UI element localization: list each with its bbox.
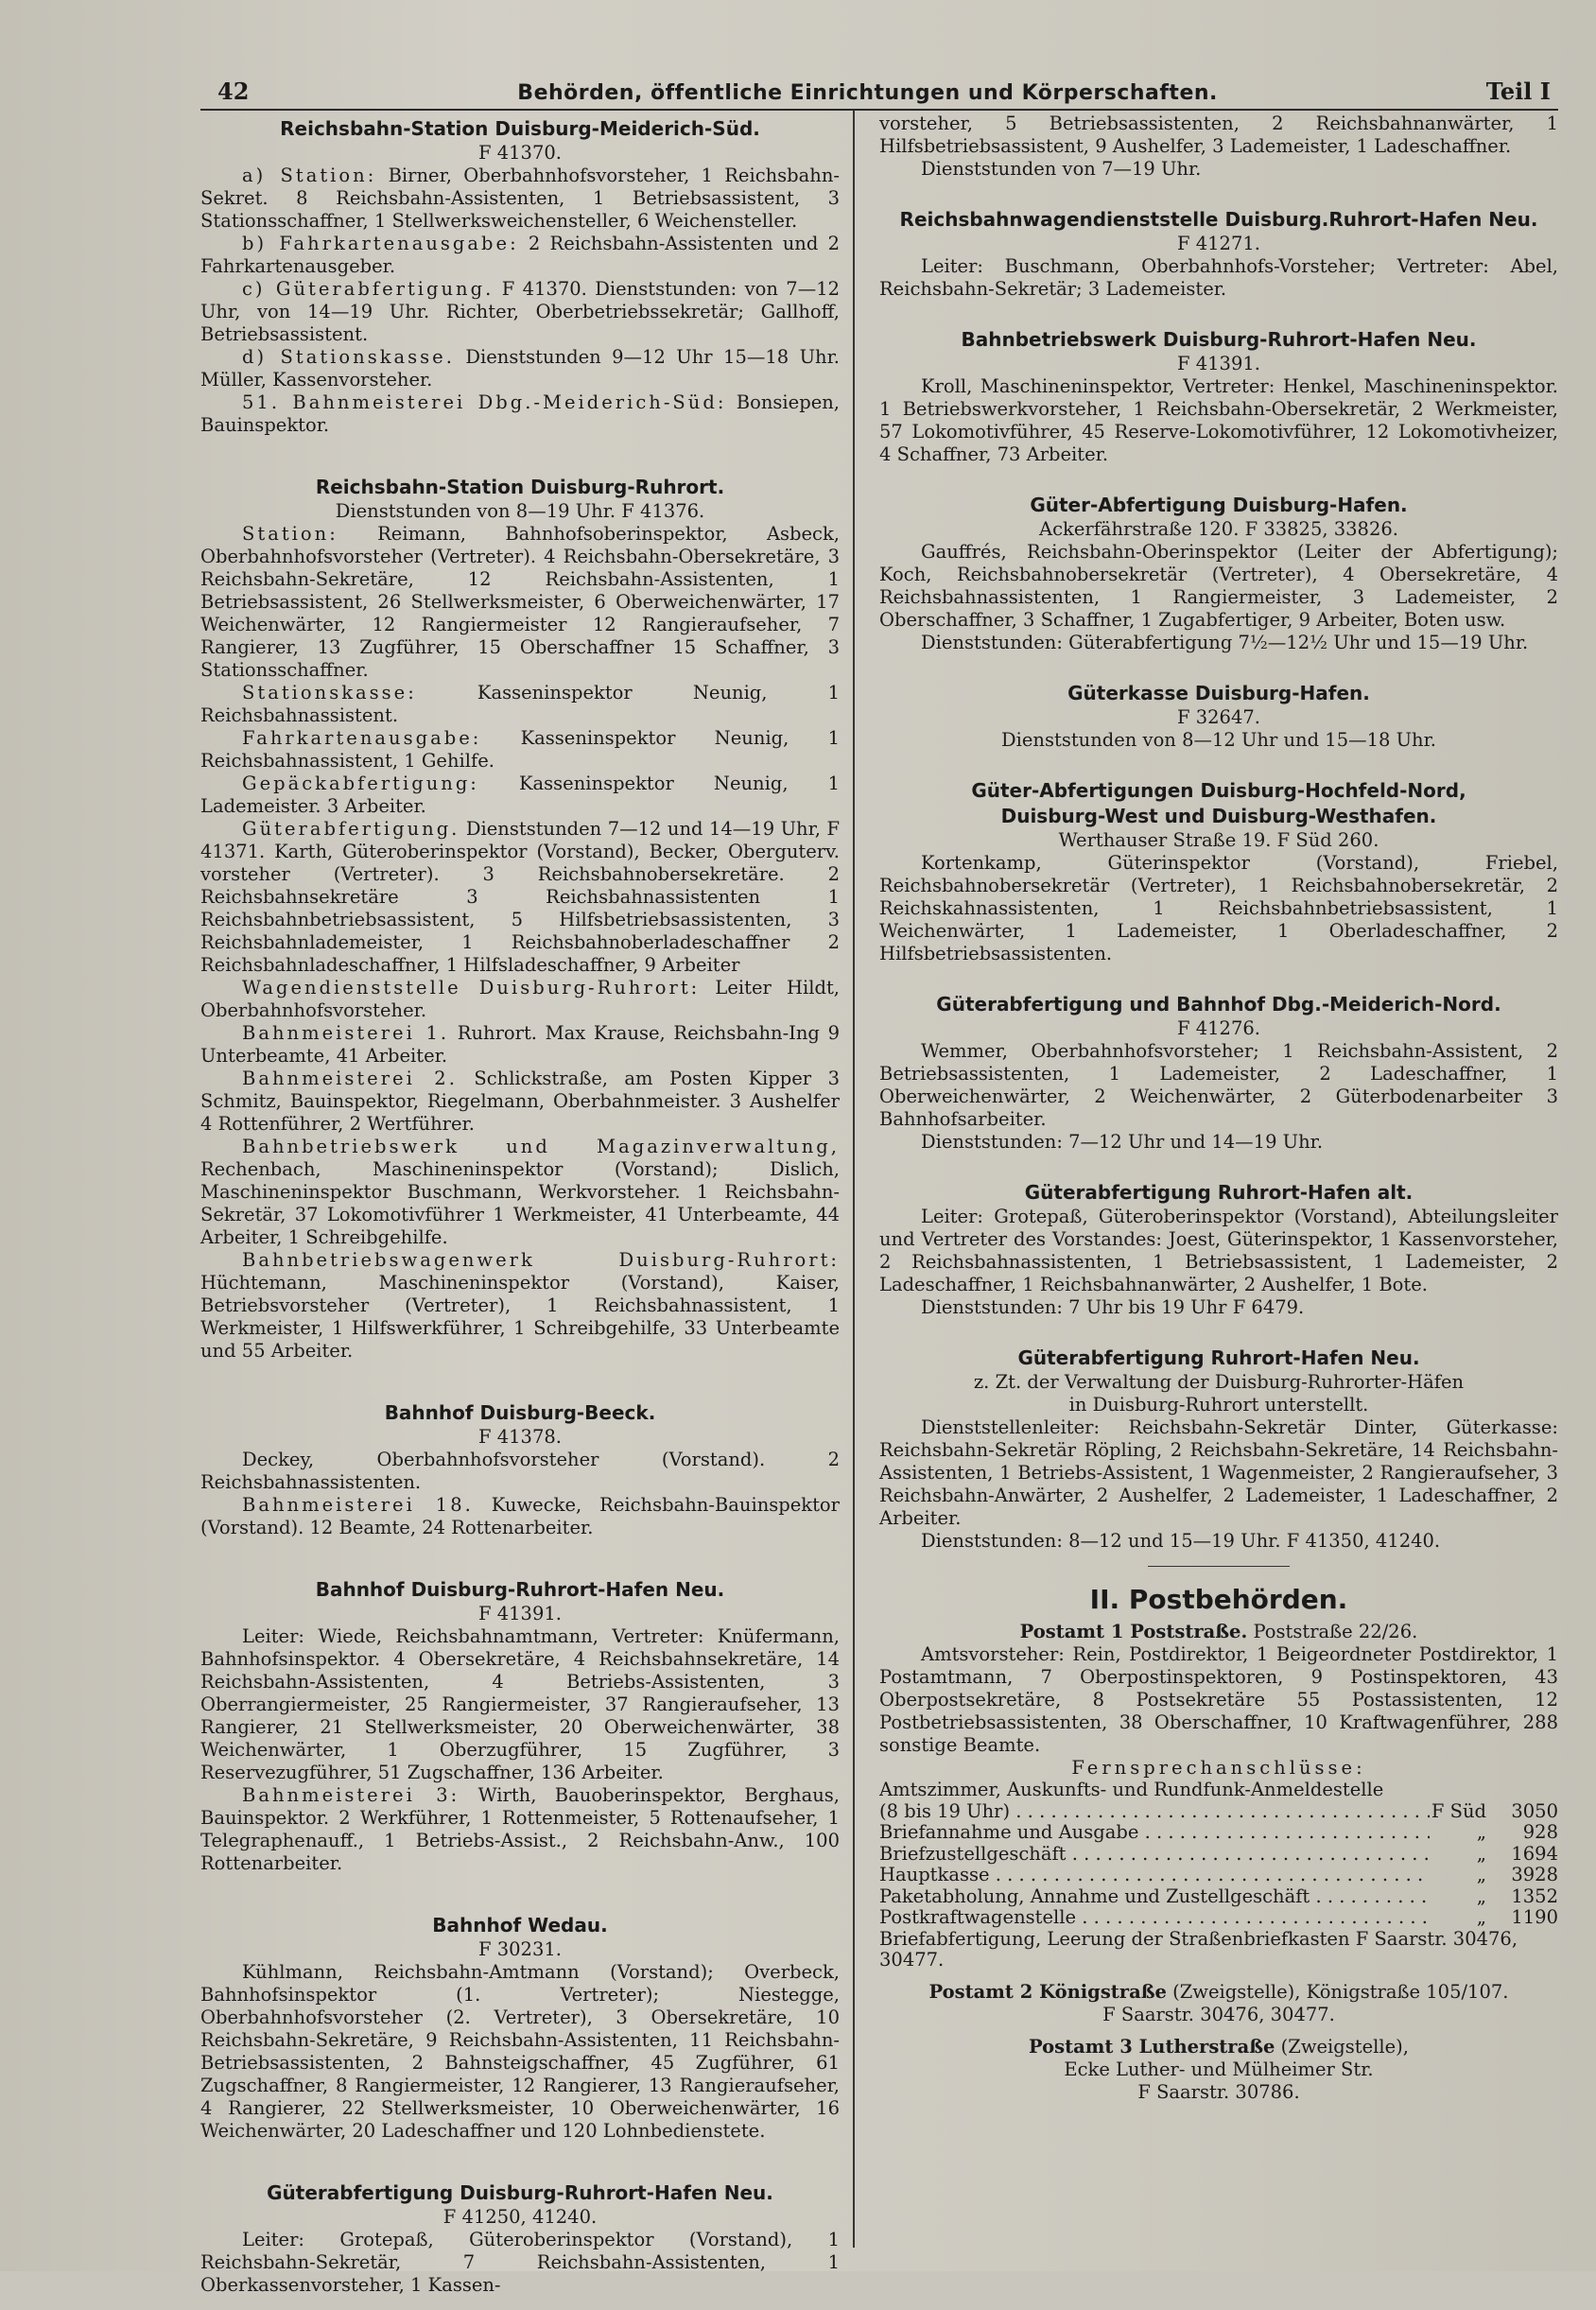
section-heading: Bahnhof Wedau. <box>432 1914 608 1937</box>
running-head <box>200 78 1558 111</box>
postamt-address-line2: Ecke Luther- und Mülheimer Str. <box>1064 2058 1374 2080</box>
section-bahnbetriebswerk <box>879 327 1558 466</box>
telephone-number: 928 <box>1522 1821 1558 1843</box>
paragraph: Leiter: Buschmann, Oberbahnhofs-Vorsteher; Vertreter: Abel, Reichsbahn-Sekretär; 3 Lademeister. <box>879 255 1558 300</box>
spaced-label: Bahnmeisterei 3: <box>242 1784 460 1806</box>
telephone-label: Paketabholung, Annahme und Zustellgeschäft . . . <box>879 1886 1430 1908</box>
phone: F 41391. <box>1177 353 1260 374</box>
paragraph <box>200 1136 840 1249</box>
spaced-label: Fahrkartenausgabe: <box>242 727 482 749</box>
telephone-row <box>879 1822 1558 1844</box>
spaced-label: Station: <box>242 523 338 545</box>
phone: F 41271. <box>1177 233 1260 254</box>
postamt-address: (Zweigstelle), Königstraße 105/107. <box>1172 1980 1509 2003</box>
telephone-exchange: „ <box>1476 1906 1486 1928</box>
paragraph <box>200 391 840 437</box>
section-postbehoerden <box>879 1584 1558 2104</box>
telephone-exchange: F Süd <box>1431 1799 1486 1822</box>
telephone-exchange: „ <box>1476 1884 1486 1907</box>
paragraph <box>200 682 840 727</box>
telephone-row <box>879 1907 1558 1929</box>
section-heading: Bahnbetriebswerk Duisburg-Ruhrort-Hafen Neu. <box>961 328 1477 351</box>
telephone-label: (8 bis 19 Uhr) . . . <box>879 1801 1430 1823</box>
telephone-label: Postkraftwagenstelle . . . <box>879 1907 1430 1929</box>
section-ruhrort-hafen-alt <box>879 1180 1558 1319</box>
paragraph: Kühlmann, Reichsbahn-Amtmann (Vorstand); Overbeck, Bahnhofsinspektor (1. Vertreter); Niestegge, Oberbahnhofsvorsteher (2. Vertreter), 3 Obersekretäre, 10 Reichsbahn-Sekretäre, 9 Reichsbahn-Assistenten, 11 Reichsbahn-Betriebsassistenten, 2 Bahnsteigschaffner, 45 Zugführer, 61 Zugschaffner, 8 Rangiermeister, 12 Rangierer, 13 Rangieraufseher, 4 Rangierer, 22 Stellwerksmeister, 10 Oberweichenwärter, 16 Weichenwärter, 20 Ladeschaffner und 120 Lohnbedienstete. <box>200 1961 840 2142</box>
section-heading: Bahnhof Duisburg-Ruhrort-Hafen Neu. <box>315 1578 725 1601</box>
telephone-row <box>879 1865 1558 1886</box>
section-heading: Güter-Abfertigung Duisburg-Hafen. <box>1030 494 1408 516</box>
paragraph <box>200 523 840 682</box>
telephone-label: Amtszimmer, Auskunfts- und Rundfunk-Anmeldestelle <box>879 1780 1384 1800</box>
right-column <box>855 111 1558 2310</box>
section-gueterkasse <box>879 681 1558 752</box>
paragraph: Amtsvorsteher: Rein, Postdirektor, 1 Beigeordneter Postdirektor, 1 Postamtmann, 7 Oberpostinspektoren, 9 Postinspektoren, 43 Oberpostsekretäre, 8 Postsekretäre 55 Postassistenten, 12 Postbetriebsassistenten, 38 Oberschaffner, 10 Kraftwagenführer, 288 sonstige Beamte. <box>879 1643 1558 1756</box>
paragraph <box>200 233 840 278</box>
telephone-number: 1190 <box>1511 1906 1558 1928</box>
spaced-label: Bahnbetriebswerk und Magazinverwaltung, <box>242 1136 840 1157</box>
section-continuation <box>879 113 1558 181</box>
phone: F 32647. <box>1177 706 1260 728</box>
spacer <box>200 2156 840 2177</box>
paragraph <box>200 818 840 977</box>
telephone-number: 3928 <box>1511 1864 1558 1885</box>
paragraph <box>200 977 840 1022</box>
section-ruhrort <box>200 475 840 1363</box>
paragraph <box>200 346 840 391</box>
postamt-heading: Postamt 1 Poststraße. <box>1019 1621 1248 1642</box>
paragraph: vorsteher, 5 Betriebsassistenten, 2 Reichsbahnanwärter, 1 Hilfsbetriebsassistent, 9 Aushelfer, 3 Lademeister, 1 Ladeschaffner. <box>879 113 1558 157</box>
postamt-heading: Postamt 2 Königstraße <box>928 1980 1167 2003</box>
spaced-label: Güterabfertigung. <box>242 818 460 840</box>
spacer <box>200 450 840 471</box>
paragraph: Wemmer, Oberbahnhofsvorsteher; 1 Reichsbahn-Assistent, 2 Betriebsassistenten, 1 Lademeister, 2 Ladeschaffner, 1 Oberweichenwärter, 2 Weichenwärter, 2 Güterbodenarbeiter 3 Bahnhofsarbeiter. <box>879 1040 1558 1130</box>
telephone-label: Briefzustellgeschäft . . . <box>879 1844 1430 1866</box>
paragraph: Kroll, Maschineninspektor, Vertreter: Henkel, Maschineninspektor. 1 Betriebswerkvorsteher, 1 Reichsbahn-Obersekretär, 2 Werkmeister, 57 Lokomotivführer, 45 Reserve-Lokomotivführer, 12 Lokomotivheizer, 4 Schaffner, 73 Arbeiter. <box>879 375 1558 465</box>
telephone-number: 3050 <box>1511 1799 1558 1822</box>
paragraph-text: Reimann, Bahnhofsoberinspektor, Asbeck, Oberbahnhofsvorsteher (Vertreter). 4 Reichsbahn-Obersekretäre, 3 Reichsbahn-Sekretäre, 12 Reichsbahn-Assistenten, 1 Betriebsassistent, 26 Stellwerksmeister, 6 Oberweichenwärter, 17 Weichenwärter, 12 Rangiermeister 12 Rangieraufseher, 7 Rangierer, 13 Zugführer, 15 Oberschaffner 15 Schaffner, 3 Stationsschaffner. <box>200 523 840 681</box>
telephone-title: Fernsprechanschlüsse: <box>1071 1757 1366 1779</box>
paragraph-text: F 41370. Dienststunden: von 7—12 Uhr, von 14—19 Uhr. Richter, Oberbetriebssekretär; Gallhoff, Betriebsassistent. <box>200 278 841 345</box>
paragraph <box>200 1022 840 1068</box>
spaced-label: Bahnbetriebswagenwerk Duisburg-Ruhrort: <box>242 1249 840 1271</box>
paragraph-text: Kuwecke, Reichsbahn-Bauinspektor (Vorstand). 12 Beamte, 24 Rottenarbeiter. <box>200 1494 840 1538</box>
chapter-title: II. Postbehörden. <box>1089 1584 1348 1615</box>
paragraph-text: 2 Reichsbahn-Assistenten und 2 Fahrkartenausgeber. <box>200 233 841 277</box>
paragraph-text: Hüchtemann, Maschineninspektor (Vorstand), Kaiser, Betriebsvorsteher (Vertreter), 1 Reichsbahnassistent, 1 Werkmeister, 1 Hilfswerkführer, 1 Schreibgehilfe, 33 Unterbeamte und 55 Arbeiter. <box>200 1272 840 1362</box>
section-gueterabfertigung-hafen-neu <box>200 2180 840 2297</box>
paragraph <box>200 1068 840 1136</box>
spacer <box>200 1888 840 1909</box>
paragraph <box>200 1249 840 1363</box>
section-heading: Güter-Abfertigungen Duisburg-Hochfeld-Nord, <box>971 779 1466 802</box>
paragraph <box>200 727 840 773</box>
section-ruhrort-hafen-neu-right <box>879 1346 1558 1553</box>
section-wagendienststelle <box>879 207 1558 301</box>
phone: F 41378. <box>478 1426 562 1448</box>
telephone-label: Hauptkasse . . . <box>879 1865 1430 1886</box>
paragraph <box>200 278 840 346</box>
section-heading: Reichsbahnwagendienststelle Duisburg.Ruhrort-Hafen Neu. <box>899 208 1538 231</box>
spaced-label: Stationskasse: <box>242 682 417 703</box>
telephone-label: Briefabfertigung, Leerung der Straßenbriefkasten F Saarstr. 30476, 30477. <box>879 1928 1518 1971</box>
spaced-label: a) Station: <box>242 165 377 186</box>
spaced-label: Bahnmeisterei 2. <box>242 1068 458 1089</box>
telephone-row <box>879 1801 1558 1823</box>
paragraph-text: Rechenbach, Maschineninspektor (Vorstand); Dislich, Maschineninspektor Buschmann, Werkvorsteher. 1 Reichsbahn-Sekretär, 37 Lokomotivführer 1 Werkmeister, 41 Unterbeamte, 44 Arbeiter, 1 Schreibgehilfe. <box>200 1158 840 1248</box>
paragraph-text: Dienststunden 9—12 Uhr 15—18 Uhr. Müller, Kassenvorsteher. <box>200 346 840 391</box>
section-heading: Güterabfertigung Duisburg-Ruhrort-Hafen Neu. <box>267 2181 773 2204</box>
paragraph <box>200 773 840 818</box>
postamt-heading: Postamt 3 Lutherstraße <box>1029 2035 1275 2058</box>
section-wedau <box>200 1913 840 2143</box>
spacer <box>879 668 1558 677</box>
postamt-1 <box>879 1621 1558 1643</box>
paragraph-text: Schlickstraße, am Posten Kipper 3 Schmitz, Bauinspektor, Riegelmann, Oberbahnmeister. 3 Aushelfer 4 Rottenführer, 2 Wertführer. <box>200 1068 840 1135</box>
phone: F 30231. <box>478 1938 562 1960</box>
phone: F Saarstr. 30476, 30477. <box>1102 2003 1335 2025</box>
spaced-label: Bahnmeisterei 18. <box>242 1494 474 1516</box>
paragraph <box>200 165 840 233</box>
section-heading: Güterabfertigung Ruhrort-Hafen Neu. <box>1017 1346 1420 1369</box>
address: Werthauser Straße 19. F Süd 260. <box>1058 829 1379 851</box>
phone: F 41250, 41240. <box>442 2206 598 2228</box>
telephone-number: 1352 <box>1511 1884 1558 1907</box>
paragraph-text: Ruhrort. Max Krause, Reichsbahn-Ing 9 Unterbeamte, 41 Arbeiter. <box>200 1022 840 1067</box>
spacer <box>879 479 1558 489</box>
address: Ackerfährstraße 120. F 33825, 33826. <box>1039 518 1398 540</box>
note: in Duisburg-Ruhrort unterstellt. <box>1068 1394 1369 1416</box>
telephone-label: Briefannahme und Ausgabe . . . <box>879 1822 1430 1844</box>
paragraph: Leiter: Grotepaß, Güteroberinspektor (Vorstand), Abteilungsleiter und Vertreter des Vorstandes: Joest, Güterinspektor, 1 Kassenvorsteher, 2 Reichsbahnassistenten, 1 Betriebsassistent, 1 Lademeister, 2 Ladeschaffner, 1 Reichsbahnanwärter, 2 Aushelfer, 1 Bote. <box>879 1206 1558 1295</box>
section-heading: Güterabfertigung Ruhrort-Hafen alt. <box>1024 1181 1414 1204</box>
spacer <box>879 1332 1558 1342</box>
spaced-label: b) Fahrkartenausgabe: <box>242 233 519 254</box>
spaced-label: 51. Bahnmeisterei Dbg.-Meiderich-Süd: <box>242 391 727 413</box>
left-column <box>200 111 853 2310</box>
note: z. Zt. der Verwaltung der Duisburg-Ruhrorter-Häfen <box>973 1371 1465 1393</box>
telephone-exchange: „ <box>1476 1821 1486 1843</box>
spacer <box>879 314 1558 323</box>
paragraph: Gauffrés, Reichsbahn-Oberinspektor (Leiter der Abfertigung); Koch, Reichsbahnobersekretär (Vertreter), 4 Obersekretäre, 4 Reichsbahnassistenten, 1 Rangiermeister, 3 Lademeister, 2 Oberschaffner, 3 Schaffner, 1 Zugabfertiger, 9 Arbeiter, Boten usw. <box>879 541 1558 631</box>
phone: F 41370. <box>478 142 562 164</box>
hours: Dienststunden von 8—19 Uhr. F 41376. <box>335 500 705 522</box>
paragraph: Dienststellenleiter: Reichsbahn-Sekretär Dinter, Güterkasse: Reichsbahn-Sekretär Röpling, 2 Reichsbahn-Sekretäre, 14 Reichsbahn-Assistenten, 1 Betriebs-Assistent, 1 Wagenmeister, 2 Rangieraufseher, 3 Reichsbahn-Anwärter, 2 Aushelfer, 2 Lademeister, 1 Ladeschaffner, 2 Arbeiter. <box>879 1416 1558 1529</box>
phone: F 41391. <box>478 1603 562 1624</box>
paragraph-text: Wirth, Bauoberinspektor, Berghaus, Bauinspektor. 2 Werkführer, 1 Rottenmeister, 5 Rottenaufseher, 1 Telegraphenauff., 1 Betriebs-Assist., 2 Reichsbahn-Anw., 100 Rottenarbeiter. <box>200 1784 841 1874</box>
paragraph-text: Kasseninspektor Neunig, 1 Lademeister. 3 Arbeiter. <box>200 773 840 817</box>
spaced-label: c) Güterabfertigung. <box>242 278 494 300</box>
postamt-address: Poststraße 22/26. <box>1253 1621 1418 1642</box>
telephone-number: 1694 <box>1511 1842 1558 1865</box>
postamt-2 <box>879 1981 1558 2004</box>
hours: Dienststunden: 7 Uhr bis 19 Uhr F 6479. <box>921 1296 1305 1318</box>
section-heading: Bahnhof Duisburg-Beeck. <box>384 1401 656 1424</box>
section-heading: Güterkasse Duisburg-Hafen. <box>1067 682 1370 704</box>
telephone-exchange: „ <box>1476 1864 1486 1885</box>
section-rule <box>1148 1566 1290 1567</box>
section-meiderich-sued <box>200 116 840 437</box>
paragraph: Kortenkamp, Güterinspektor (Vorstand), Friebel, Reichsbahnobersekretär (Vertreter), 1 Reichsbahnobersekretär, 2 Reichskahnassistenten, 1 Reichsbahnbetriebsassistent, 1 Weichenwärter, 1 Lademeister, 1 Oberladeschaffner, 2 Hilfsbetriebsassistenten. <box>879 852 1558 964</box>
telephone-row <box>879 1844 1558 1866</box>
paragraph-text: Kasseninspektor Neunig, 1 Reichsbahnassistent. <box>200 682 841 726</box>
telephone-row <box>879 1780 1558 1801</box>
telephone-exchange: „ <box>1476 1842 1486 1865</box>
section-heading: Reichsbahn-Station Duisburg-Meiderich-Süd. <box>280 117 760 140</box>
columns <box>200 111 1558 2310</box>
paragraph-text: Birner, Oberbahnhofsvorsteher, 1 Reichsbahn-Sekret. 8 Reichsbahn-Assistenten, 1 Betriebsassistent, 3 Stationsschaffner, 1 Stellwerksweichensteller, 6 Weichensteller. <box>200 165 841 232</box>
spaced-label: d) Stationskasse. <box>242 346 455 368</box>
spacer <box>879 1971 1558 1981</box>
paragraph <box>200 1784 840 1875</box>
hours: Dienststunden von 7—19 Uhr. <box>921 158 1202 180</box>
section-beeck <box>200 1400 840 1539</box>
paragraph-text: Leiter Hildt, Oberbahnhofsvorsteher. <box>200 977 841 1021</box>
paragraph: Deckey, Oberbahnhofsvorsteher (Vorstand). 2 Reichsbahnassistenten. <box>200 1449 840 1493</box>
phone: F 41276. <box>1177 1017 1260 1039</box>
page-number: 42 <box>217 78 250 105</box>
postamt-3 <box>879 2036 1558 2058</box>
hours: Dienststunden: 8—12 und 15—19 Uhr. F 41350, 41240. <box>921 1530 1441 1552</box>
paragraph: Leiter: Grotepaß, Güteroberinspektor (Vorstand), 1 Reichsbahn-Sekretär, 7 Reichsbahn-Assistenten, 1 Oberkassenvorsteher, 1 Kassen- <box>200 2229 840 2296</box>
section-ruhrort-hafen-neu <box>200 1577 840 1875</box>
telephone-row <box>879 1886 1558 1908</box>
section-heading-line2: Duisburg-West und Duisburg-Westhafen. <box>1000 805 1437 827</box>
section-hochfeld-nord <box>879 778 1558 965</box>
spacer <box>879 1167 1558 1176</box>
hours: Dienststunden: Güterabfertigung 7½—12½ Uhr und 15—19 Uhr. <box>921 632 1529 653</box>
paragraph-text: Bonsiepen, Bauinspektor. <box>200 391 840 436</box>
section-heading: Güterabfertigung und Bahnhof Dbg.-Meiderich-Nord. <box>936 993 1501 1016</box>
paragraph-text: Kasseninspektor Neunig, 1 Reichsbahnassistent, 1 Gehilfe. <box>200 727 840 772</box>
phone: F Saarstr. 30786. <box>1137 2080 1300 2103</box>
paragraph <box>200 1494 840 1539</box>
part-label: Teil I <box>1485 78 1551 105</box>
section-gueter-abfertigung-hafen <box>879 493 1558 654</box>
hours: Dienststunden von 8—12 Uhr und 15—18 Uhr. <box>1001 729 1436 751</box>
postamt-address: (Zweigstelle), <box>1280 2035 1409 2058</box>
page-title: Behörden, öffentliche Einrichtungen und Körperschaften. <box>517 81 1218 105</box>
spaced-label: Wagendienststelle Duisburg-Ruhrort: <box>242 977 701 999</box>
telephone-row <box>879 1929 1558 1971</box>
spacer <box>879 194 1558 203</box>
section-meiderich-nord <box>879 992 1558 1154</box>
spaced-label: Gepäckabfertigung: <box>242 773 479 794</box>
section-heading: Reichsbahn-Station Duisburg-Ruhrort. <box>315 476 725 498</box>
paragraph-text: Dienststunden 7—12 und 14—19 Uhr, F 41371. Karth, Güteroberinspektor (Vorstand), Becker, Oberguterv. vorsteher (Vertreter). 3 Reichsbahnobersekretäre. 2 Reichsbahnsekretäre 3 Reichsbahnassistenten 1 Reichsbahnbetriebsassistent, 5 Hilfsbetriebsassistenten, 3 Reichsbahnlademeister, 1 Reichsbahnoberladeschaffner 2 Reichsbahnladeschaffner, 1 Hilfsladeschaffner, 9 Arbeiter <box>200 818 840 976</box>
spacer <box>200 1553 840 1573</box>
spacer <box>879 765 1558 774</box>
spacer <box>200 1376 840 1397</box>
spacer <box>879 2026 1558 2036</box>
spaced-label: Bahnmeisterei 1. <box>242 1022 450 1044</box>
paragraph: Leiter: Wiede, Reichsbahnamtmann, Vertreter: Knüfermann, Bahnhofsinspektor. 4 Obersekretäre, 4 Reichsbahnsekretäre, 14 Reichsbahn-Assistenten, 4 Betriebs-Assistenten, 3 Oberrangiermeister, 25 Rangiermeister, 37 Rangieraufseher, 13 Rangierer, 21 Stellwerksmeister, 20 Oberweichenwärter, 38 Weichenwärter, 1 Oberzugführer, 15 Zugführer, 3 Reservezugführer, 51 Zugschaffner, 136 Arbeiter. <box>200 1625 840 1783</box>
hours: Dienststunden: 7—12 Uhr und 14—19 Uhr. <box>921 1131 1324 1153</box>
spacer <box>879 979 1558 988</box>
